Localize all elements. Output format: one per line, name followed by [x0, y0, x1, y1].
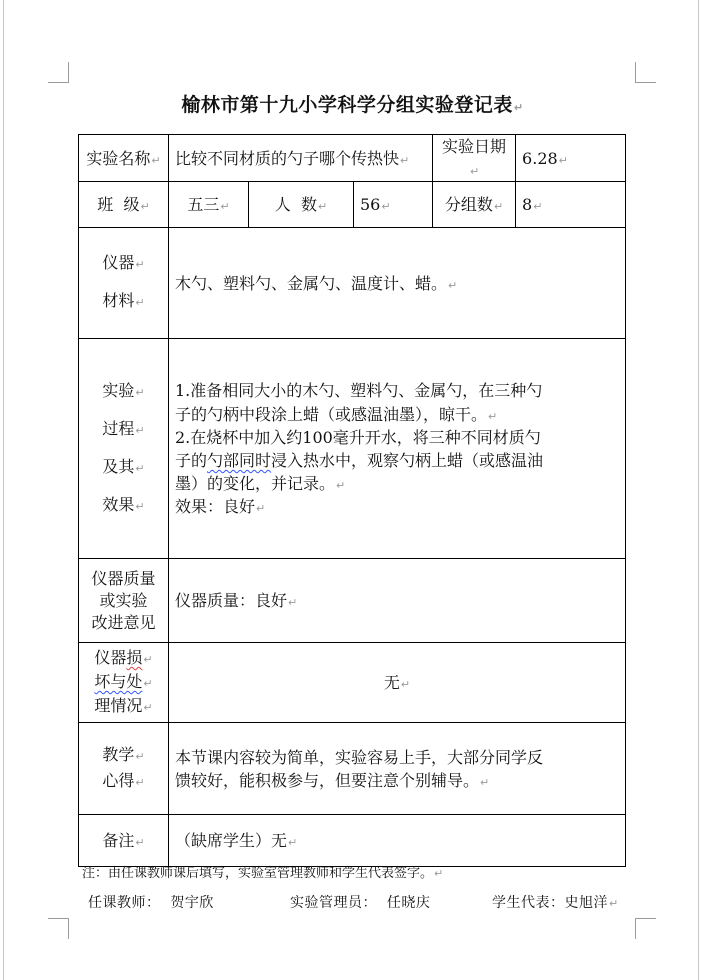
page-left-edge — [3, 0, 4, 980]
row-materials — [79, 228, 626, 339]
row-damage — [79, 643, 626, 723]
damage-label-cell: 仪器损↵ 坏与处↵ 理情况↵ — [79, 643, 169, 723]
crop-mark-bottom-left — [48, 918, 69, 939]
row-quality — [79, 559, 626, 643]
row-reflection — [79, 723, 626, 815]
process-line: 子的勺柄中段涂上蜡（或感温油墨），晾干。↵ — [175, 404, 498, 424]
experiment-name-value-cell[interactable]: 比较不同材质的勺子哪个传热快↵ — [169, 135, 433, 182]
process-line: 1.准备相同大小的木勺、塑料勺、金属勺，在三种勺 — [175, 381, 543, 401]
row-experiment-name — [79, 135, 626, 182]
damage-value-cell[interactable]: 无↵ — [169, 643, 626, 723]
materials-value-cell[interactable]: 木勺、塑料勺、金属勺、温度计、蜡。↵ — [169, 228, 626, 339]
row-process — [79, 339, 626, 559]
experiment-date-label-cell: 实验日期↵ — [433, 135, 516, 182]
page-right-edge — [698, 0, 699, 980]
process-line: 2.在烧杯中加入约100毫升开水，将三种不同材质勺 — [175, 427, 541, 447]
experiment-register-table — [78, 134, 626, 867]
people-label-cell: 人 数↵ — [249, 182, 354, 228]
class-label-cell: 班 级↵ — [79, 182, 169, 228]
crop-mark-top-right — [635, 62, 656, 83]
process-value-cell[interactable] — [169, 339, 626, 559]
document-title: 榆林市第十九小学科学分组实验登记表↵ — [181, 94, 524, 116]
row-remarks — [79, 815, 626, 867]
process-result: 效果：良好↵ — [175, 497, 266, 517]
teacher-signature: 任课教师： 贺宇欣 — [88, 895, 214, 911]
people-value-cell[interactable]: 56↵ — [354, 182, 433, 228]
reflection-value-cell[interactable] — [169, 723, 626, 815]
crop-mark-top-left — [48, 62, 69, 83]
class-value-cell[interactable]: 五三↵ — [169, 182, 249, 228]
quality-value-cell[interactable]: 仪器质量：良好↵ — [169, 559, 626, 643]
quality-label-cell: 仪器质量 或实验 改进意见 — [79, 559, 169, 643]
crop-mark-bottom-right — [635, 918, 656, 939]
experiment-date-value-cell[interactable]: 6.28↵ — [516, 135, 626, 182]
manager-signature: 实验管理员： 任晓庆 — [290, 895, 431, 911]
footnote: 注：由任课教师课后填写，实验室管理教师和学生代表签字。↵ — [82, 866, 444, 881]
row-class-info — [79, 182, 626, 228]
reflection-label-cell: 教学↵ 心得↵ — [79, 723, 169, 815]
remarks-value-cell[interactable]: （缺席学生）无↵ — [169, 815, 626, 867]
groups-value-cell[interactable]: 8↵ — [516, 182, 626, 228]
reflection-line: 本节课内容较为简单，实验容易上手，大部分同学反 — [175, 747, 544, 767]
groups-label-cell: 分组数↵ — [433, 182, 516, 228]
experiment-name-label-cell: 实验名称↵ — [79, 135, 169, 182]
process-label-cell: 实验↵ 过程↵ 及其↵ 效果↵ — [79, 339, 169, 559]
reflection-line: 馈较好，能积极参与，但要注意个别辅导。↵ — [175, 770, 490, 790]
process-line: 子的勺部同时浸入热水中，观察勺柄上蜡（或感温油 — [175, 450, 544, 470]
remarks-label-cell: 备注↵ — [79, 815, 169, 867]
student-signature: 学生代表：史旭洋↵ — [492, 895, 619, 911]
materials-label-cell: 仪器↵ 材料↵ — [79, 228, 169, 339]
process-line: 墨）的变化，并记录。↵ — [175, 474, 346, 494]
